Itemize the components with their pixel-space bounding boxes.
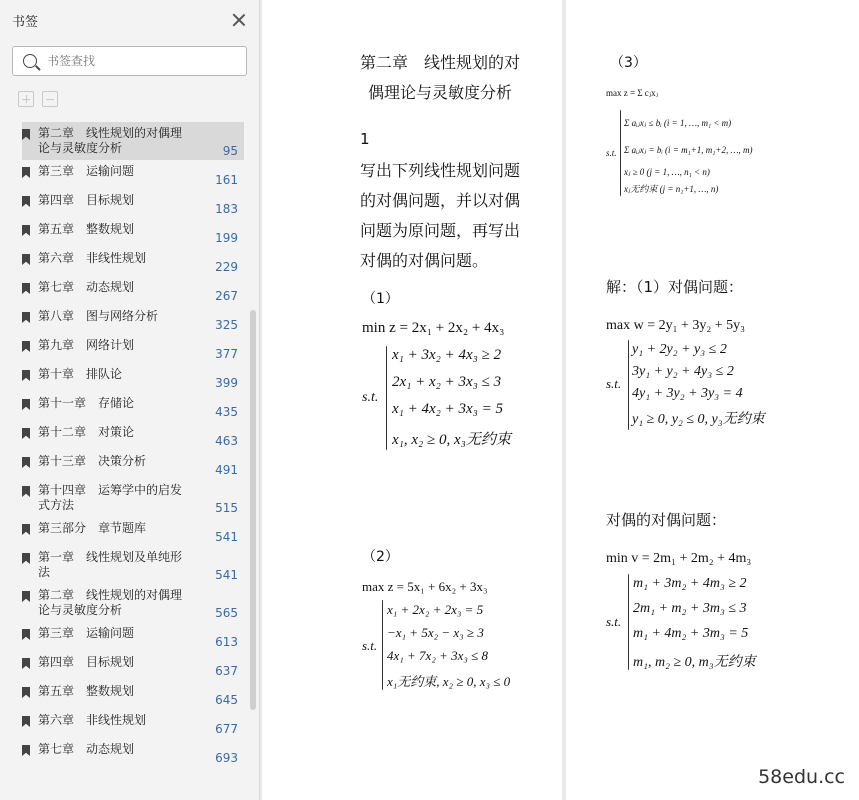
problem-3-label: （3） [610, 55, 647, 71]
bookmark-page: 229 [215, 260, 238, 274]
bookmark-icon [22, 716, 30, 727]
bookmark-toolbar [0, 84, 259, 114]
bookmark-page: 435 [215, 405, 238, 419]
bookmark-item[interactable] [0, 276, 250, 305]
bookmark-item[interactable] [0, 305, 250, 334]
document-page-right [566, 0, 859, 800]
problem-2-constraint: x₁ + 2x₂ + 2x₃ = 5 [387, 602, 484, 617]
bookmark-icon [22, 312, 30, 323]
bookmark-item[interactable] [0, 584, 250, 622]
bookmark-icon [22, 225, 30, 236]
dual-constraint: y₁ + 2y₂ + y₃ ≤ 2 [632, 342, 727, 357]
bookmark-item[interactable] [0, 334, 250, 363]
problem-1-label: （1） [362, 291, 399, 307]
bookmark-icon [22, 196, 30, 207]
bookmark-panel [0, 0, 260, 800]
bookmark-page: 463 [215, 434, 238, 448]
dual-of-dual-constraint: m₁ + 3m₂ + 4m₃ ≥ 2 [633, 576, 747, 591]
close-icon[interactable] [231, 12, 247, 28]
dual-constraint: y₁ ≥ 0, y₂ ≤ 0, y₃无约束 [632, 412, 765, 427]
problem-3-constraint: xⱼ ≥ 0 (j = 1, …, n₁ < n) [624, 167, 710, 177]
bookmark-page: 637 [215, 664, 238, 678]
bookmark-icon [22, 399, 30, 410]
bookmark-item[interactable] [0, 709, 250, 738]
bookmark-item[interactable] [0, 738, 250, 767]
bookmark-label: 第四章 目标规划 [38, 655, 135, 669]
bookmark-label: 第二章 线性规划的对偶理论与灵敏度分析 [38, 126, 183, 155]
problem-2-label: （2） [362, 549, 399, 565]
bookmark-label: 第三章 运输问题 [38, 626, 135, 640]
expand-all-icon[interactable] [18, 91, 34, 107]
bookmark-label: 第二章 线性规划的对偶理论与灵敏度分析 [38, 588, 183, 617]
dual-of-dual-st: s.t. [606, 614, 622, 629]
problem-3-constraint: Σ aᵢⱼxⱼ ≤ bᵢ (i = 1, …, m₁ < m) [624, 118, 732, 128]
problem-1-brace [386, 346, 387, 450]
dual-st: s.t. [606, 376, 622, 391]
problem-1-constraint: x₁ + 4x₂ + 3x₃ = 5 [392, 401, 503, 417]
problem-2-constraint: −x₁ + 5x₂ − x₃ ≥ 3 [387, 625, 484, 640]
bookmark-item[interactable] [0, 651, 250, 680]
bookmark-icon [22, 428, 30, 439]
bookmark-label: 第九章 网络计划 [38, 338, 135, 352]
dual-of-dual-objective: min v = 2m₁ + 2m₂ + 4m₃ [606, 551, 752, 566]
solution-label: 解：（1）对偶问题： [606, 278, 744, 296]
bookmark-scrollbar[interactable] [250, 310, 256, 710]
bookmark-label: 第七章 动态规划 [38, 742, 135, 756]
bookmark-icon [22, 129, 30, 140]
bookmark-label: 第五章 整数规划 [38, 684, 135, 698]
chapter-heading-line1: 第二章 线性规划的对 [360, 53, 521, 72]
collapse-all-icon[interactable] [42, 91, 58, 107]
question-line: 的对偶问题，并以对偶 [360, 191, 521, 210]
dual-of-dual-label: 对偶的对偶问题： [606, 511, 727, 529]
bookmark-item[interactable] [0, 421, 250, 450]
problem-2-constraint: 4x₁ + 7x₂ + 3x₃ ≤ 8 [387, 648, 489, 663]
bookmark-label: 第十二章 对策论 [38, 425, 135, 439]
problem-1-st: s.t. [362, 390, 379, 405]
bookmark-icon [22, 341, 30, 352]
bookmark-page: 161 [215, 173, 238, 187]
bookmark-label: 第五章 整数规划 [38, 222, 135, 236]
problem-2-st: s.t. [362, 638, 378, 653]
bookmark-search[interactable] [12, 46, 247, 76]
bookmark-icon [22, 687, 30, 698]
bookmark-item[interactable] [0, 479, 250, 517]
bookmark-page: 613 [215, 635, 238, 649]
search-icon [23, 54, 37, 68]
dual-constraint: 3y₁ + y₂ + 4y₃ ≤ 2 [632, 364, 734, 379]
problem-3-constraint: Σ aᵢⱼxⱼ = bᵢ (i = m₁+1, m₁+2, …, m) [624, 145, 753, 155]
bookmark-panel-header [0, 0, 259, 40]
bookmark-icon [22, 658, 30, 669]
bookmark-page: 515 [215, 501, 238, 515]
bookmark-icon [22, 629, 30, 640]
bookmark-label: 第十一章 存储论 [38, 396, 135, 410]
bookmark-page: 377 [215, 347, 238, 361]
bookmark-page: 645 [215, 693, 238, 707]
bookmark-item[interactable] [0, 392, 250, 421]
bookmark-icon [22, 457, 30, 468]
dual-objective: max w = 2y₁ + 3y₂ + 5y₃ [606, 318, 746, 333]
dual-brace [628, 340, 629, 430]
bookmark-page: 199 [215, 231, 238, 245]
bookmark-icon [22, 283, 30, 294]
bookmark-page: 491 [215, 463, 238, 477]
bookmark-item[interactable] [0, 247, 250, 276]
dual-of-dual-constraint: m₁, m₂ ≥ 0, m₃无约束 [633, 655, 756, 670]
bookmark-page: 541 [215, 530, 238, 544]
bookmark-label: 第四章 目标规划 [38, 193, 135, 207]
bookmark-label: 第八章 图与网络分析 [38, 309, 159, 323]
question-line: 写出下列线性规划问题 [360, 161, 521, 180]
question-number: 1 [360, 130, 370, 148]
problem-1-constraint: x₁, x₂ ≥ 0, x₃无约束 [392, 432, 511, 448]
panel-title: 书签 [12, 14, 39, 30]
bookmark-page: 95 [222, 144, 238, 158]
watermark: 58edu.cc [758, 766, 845, 788]
bookmark-label: 第十章 排队论 [38, 367, 123, 381]
bookmark-item[interactable] [0, 546, 250, 584]
bookmark-label: 第三部分 章节题库 [38, 521, 147, 535]
bookmark-icon [22, 370, 30, 381]
bookmark-label: 第三章 运输问题 [38, 164, 135, 178]
dual-of-dual-constraint: m₁ + 4m₂ + 3m₃ = 5 [633, 626, 749, 641]
problem-1-objective: min z = 2x₁ + 2x₂ + 4x₃ [362, 320, 505, 336]
problem-3-constraint: xⱼ无约束 (j = n₁+1, …, n) [624, 184, 719, 194]
dual-constraint: 4y₁ + 3y₂ + 3y₃ = 4 [632, 386, 743, 401]
problem-3-st: s.t. [606, 148, 617, 158]
problem-3-objective: max z = Σ cⱼxⱼ [606, 88, 659, 98]
bookmark-label: 第六章 非线性规划 [38, 251, 147, 265]
dual-of-dual-brace [628, 574, 629, 670]
bookmark-icon [22, 745, 30, 756]
question-line: 问题为原问题，再写出 [360, 221, 521, 240]
bookmark-label: 第一章 线性规划及单纯形法 [38, 550, 183, 579]
problem-2-constraint: x₁无约束, x₂ ≥ 0, x₃ ≤ 0 [387, 674, 511, 689]
problem-3-brace [620, 110, 621, 196]
bookmark-list [0, 122, 250, 767]
bookmark-page: 399 [215, 376, 238, 390]
bookmark-page: 541 [215, 568, 238, 582]
problem-2-brace [382, 600, 383, 690]
problem-1-constraint: 2x₁ + x₂ + 3x₃ ≤ 3 [392, 374, 502, 390]
bookmark-item[interactable] [0, 189, 250, 218]
bookmark-item[interactable] [0, 680, 250, 709]
bookmark-icon [22, 553, 30, 564]
bookmark-page: 325 [215, 318, 238, 332]
bookmark-label: 第六章 非线性规划 [38, 713, 147, 727]
question-line: 对偶的对偶问题。 [360, 251, 489, 270]
bookmark-item[interactable] [0, 363, 250, 392]
problem-1-constraint: x₁ + 3x₂ + 4x₃ ≥ 2 [392, 347, 502, 363]
bookmark-page: 267 [215, 289, 238, 303]
bookmark-item[interactable] [22, 122, 244, 160]
bookmark-search-input[interactable] [47, 54, 227, 68]
bookmark-page: 677 [215, 722, 238, 736]
bookmark-label: 第十四章 运筹学中的启发式方法 [38, 483, 183, 512]
problem-2-objective: max z = 5x₁ + 6x₂ + 3x₃ [362, 579, 488, 594]
bookmark-item[interactable] [0, 517, 250, 546]
chapter-heading-line2: 偶理论与灵敏度分析 [368, 83, 513, 102]
bookmark-page: 693 [215, 751, 238, 765]
bookmark-label: 第十三章 决策分析 [38, 454, 147, 468]
bookmark-icon [22, 486, 30, 497]
bookmark-label: 第七章 动态规划 [38, 280, 135, 294]
bookmark-item[interactable] [0, 160, 250, 189]
bookmark-page: 565 [215, 606, 238, 620]
bookmark-icon [22, 524, 30, 535]
bookmark-icon [22, 167, 30, 178]
bookmark-item[interactable] [0, 622, 250, 651]
document-page-left [262, 0, 562, 800]
bookmark-page: 183 [215, 202, 238, 216]
bookmark-icon [22, 591, 30, 602]
dual-of-dual-constraint: 2m₁ + m₂ + 3m₃ ≤ 3 [633, 601, 747, 616]
bookmark-item[interactable] [0, 450, 250, 479]
bookmark-icon [22, 254, 30, 265]
bookmark-item[interactable] [0, 218, 250, 247]
